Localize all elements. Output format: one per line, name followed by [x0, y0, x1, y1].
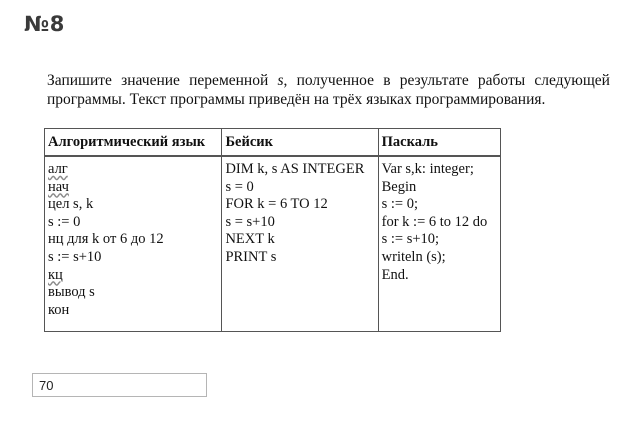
pascal-code-line: Begin — [381, 178, 417, 195]
algorithmic-code-line: цел s, k — [48, 196, 94, 213]
algorithmic-code-line: нц для k от 6 до 12 — [48, 231, 164, 248]
pascal-code-line: writeln (s); — [381, 248, 446, 265]
basic-code-line: s = s+10 — [225, 213, 275, 230]
task-statement — [47, 71, 610, 109]
code-cell-algorithmic — [45, 156, 222, 332]
task-text-part-1: Запишите значение переменной — [47, 72, 278, 89]
pascal-code-line: s := s+10; — [381, 231, 440, 248]
basic-code-line: FOR k = 6 TO 12 — [225, 196, 328, 213]
algorithmic-code-line: алг — [48, 161, 68, 177]
basic-code-line: NEXT k — [225, 231, 275, 248]
table-code-row — [45, 156, 501, 332]
basic-code-line: DIM k, s AS INTEGER — [225, 161, 365, 177]
header-basic: Бейсик — [222, 129, 378, 157]
code-cell-basic — [222, 156, 378, 332]
table-header-row — [45, 129, 501, 157]
task-text-part-2: , полученное в результате работы следующей программы. Текст программы приведён на трёх языках программирования. — [47, 72, 610, 108]
pascal-code-line: s := 0; — [381, 196, 419, 213]
code-cell-pascal — [378, 156, 500, 332]
pascal-code-line: End. — [381, 266, 409, 283]
answer-input[interactable] — [32, 373, 207, 397]
pascal-code-line: Var s,k: integer; — [381, 161, 474, 177]
task-variable-name: s — [277, 72, 284, 89]
algorithmic-code-line: s := s+10 — [48, 248, 102, 265]
basic-code-line: s = 0 — [225, 178, 254, 195]
algorithmic-code-line: кц — [48, 266, 63, 283]
algorithmic-code-line: кон — [48, 301, 70, 318]
algorithmic-code-line: s := 0 — [48, 213, 81, 230]
task-number: №8 — [24, 12, 65, 36]
header-algorithmic: Алгоритмический язык — [45, 129, 222, 157]
algorithmic-code-line: нач — [48, 178, 69, 195]
header-pascal: Паскаль — [378, 129, 500, 157]
pascal-code-line: for k := 6 to 12 do — [381, 213, 488, 230]
program-table — [44, 128, 501, 332]
algorithmic-code-line: вывод s — [48, 284, 95, 301]
basic-code-line: PRINT s — [225, 248, 277, 265]
